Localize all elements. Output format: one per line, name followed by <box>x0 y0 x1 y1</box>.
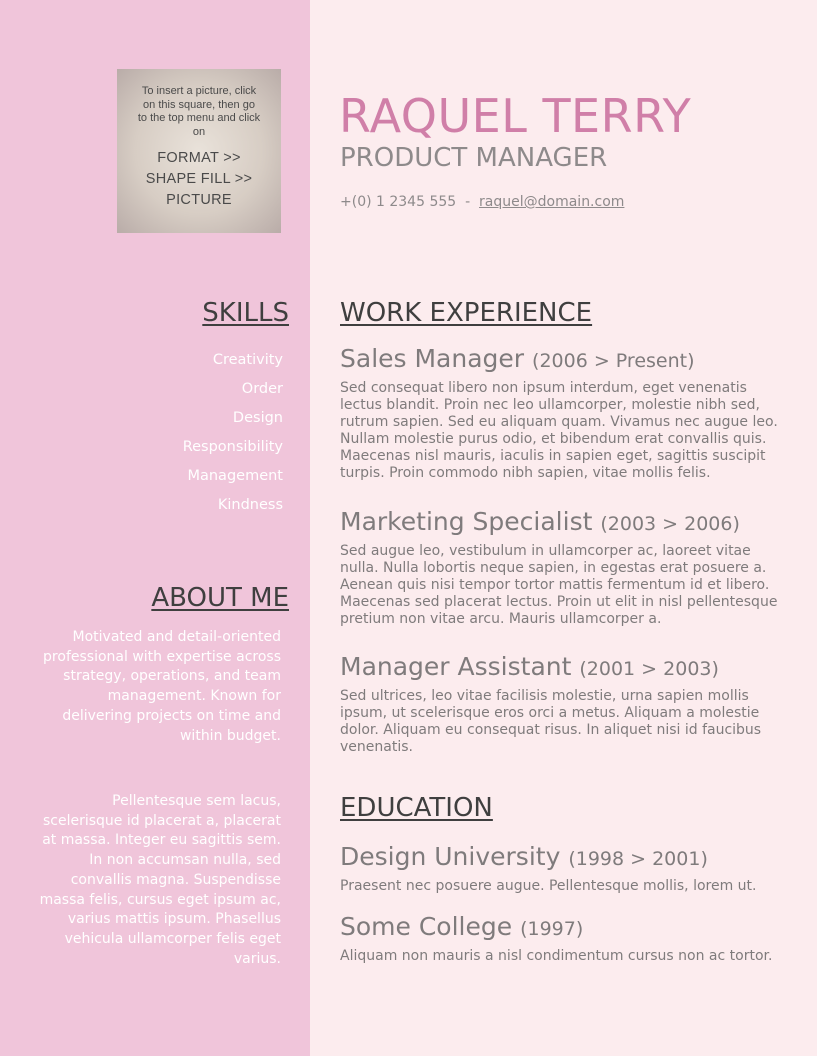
education-description: Aliquam non mauris a nisl condimentum cursus non ac tortor. <box>340 948 773 964</box>
job-title: Manager Assistant <box>340 652 572 681</box>
job-title-line <box>340 507 784 539</box>
education-years: (1997) <box>520 918 584 940</box>
skill-item: Order <box>241 381 283 397</box>
education-title: Design University <box>340 842 561 871</box>
photo-path-line-2: SHAPE FILL >> <box>145 171 253 187</box>
education-title: Some College <box>340 912 513 941</box>
candidate-role: PRODUCT MANAGER <box>340 143 608 173</box>
about-heading: ABOUT ME <box>151 583 289 613</box>
job-description: Sed augue leo, vestibulum in ullamcorper ac, laoreet vitae nulla. Nulla lobortis neque sapien, in egestas erat posuere a. Aenean quis nisi tempor tortor mattis fermentum id et libero. Maecenas sed placerat lectus. Proin ut elit in nisl pellentesque pretium non vitae arcu. Mauris ullamcorper a. <box>340 543 778 627</box>
job-entry <box>340 652 784 756</box>
education-heading: EDUCATION <box>340 793 493 823</box>
job-title-line <box>340 652 784 684</box>
job-years: (2003 > 2006) <box>600 513 740 535</box>
job-entry <box>340 344 784 482</box>
education-description: Praesent nec posuere augue. Pellentesque mollis, lorem ut. <box>340 878 757 894</box>
work-experience-heading: WORK EXPERIENCE <box>340 298 593 328</box>
education-entry <box>340 842 784 905</box>
skill-item: Creativity <box>212 352 283 368</box>
skills-list <box>183 346 283 520</box>
education-entry <box>340 912 784 965</box>
phone-number: +(0) 1 2345 555 <box>340 194 457 210</box>
education-title-line <box>340 842 784 874</box>
job-years: (2006 > Present) <box>532 350 695 372</box>
photo-path-line-3: PICTURE <box>166 192 232 208</box>
candidate-name: RAQUEL TERRY <box>339 89 692 143</box>
job-entry <box>340 507 784 628</box>
skills-heading: SKILLS <box>202 298 289 328</box>
photo-path-line-1: FORMAT >> <box>157 150 241 166</box>
contact-line <box>340 192 624 212</box>
education-title-line <box>340 912 784 944</box>
about-paragraph-2: Pellentesque sem lacus, scelerisque id placerat a, placerat at massa. Integer eu sagittis sem. In non accumsan nulla, sed convallis magna. Suspendisse massa felis, cursus eget ipsum ac, varius mattis ipsum. Phasellus vehicula ullamcorper felis eget varius. <box>39 793 281 967</box>
email-link[interactable]: raquel@domain.com <box>479 194 625 210</box>
skill-item: Design <box>232 410 283 426</box>
about-paragraph-1: Motivated and detail-oriented professional with expertise across strategy, operations, and team management. Known for delivering projects on time and within budget. <box>43 629 281 744</box>
job-title: Marketing Specialist <box>340 507 593 536</box>
photo-placeholder[interactable] <box>117 69 281 233</box>
job-description: Sed consequat libero non ipsum interdum, eget venenatis lectus blandit. Proin nec leo ullamcorper, molestie nibh sed, rutrum sapien. Sed eu aliquam quam. Vivamus nec augue leo. Nullam molestie purus odio, et bibendum erat convallis quis. Maecenas nisl mauris, iaculis in sapien eget, sagittis suscipit turpis. Proin commodo nibh sapien, vitae mollis felis. <box>340 380 778 481</box>
skill-item: Kindness <box>217 497 283 513</box>
skill-item: Responsibility <box>182 439 283 455</box>
education-years: (1998 > 2001) <box>568 848 708 870</box>
contact-separator: - <box>456 194 480 210</box>
job-title: Sales Manager <box>340 344 525 373</box>
job-years: (2001 > 2003) <box>579 658 719 680</box>
job-description: Sed ultrices, leo vitae facilisis molestie, urna sapien mollis ipsum, ut scelerisque eros orci a metus. Aliquam a molestie dolor. Aliquam eu consequat risus. In aliquet nisi id faucibus venenatis. <box>340 688 762 755</box>
photo-instruction: To insert a picture, click on this square, then go to the top menu and click on <box>137 85 261 138</box>
skill-item: Management <box>187 468 283 484</box>
job-title-line <box>340 344 784 376</box>
